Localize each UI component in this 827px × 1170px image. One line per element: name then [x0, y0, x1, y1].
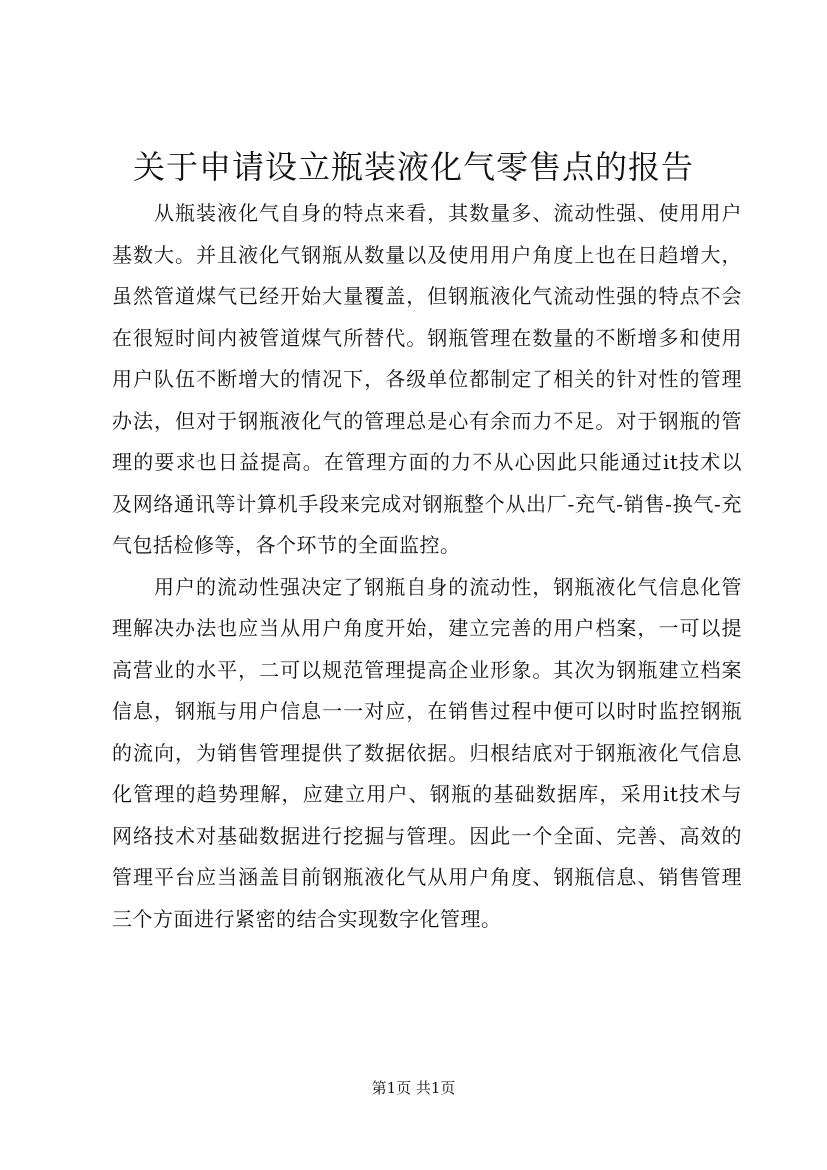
paragraph: 从瓶装液化气自身的特点来看，其数量多、流动性强、使用用户基数大。并且液化气钢瓶从数量以及使用用户角度上也在日趋增大，虽然管道煤气已经开始大量覆盖，但钢瓶液化气流动性强的特点不会在很短时间内被管道煤气所替代。钢瓶管理在数量的不断增多和使用用户队伍不断增大的情况下，各级单位都制定了相关的针对性的管理办法，但对于钢瓶液化气的管理总是心有余而力不足。对于钢瓶的管理的要求也日益提高。在管理方面的力不从心因此只能通过it技术以及网络通讯等计算机手段来完成对钢瓶整个从出厂-充气-销售-换气-充气包括检修等，各个环节的全面监控。 [112, 201, 742, 557]
document-body [112, 193, 742, 940]
page-footer: 第1页 共1页 [371, 1079, 456, 1097]
document-title: 关于申请设立瓶装液化气零售点的报告 [132, 148, 694, 186]
paragraph: 用户的流动性强决定了钢瓶自身的流动性，钢瓶液化气信息化管理解决办法也应当从用户角度开始，建立完善的用户档案，一可以提高营业的水平，二可以规范管理提高企业形象。其次为钢瓶建立档案信息，钢瓶与用户信息一一对应，在销售过程中便可以时时监控钢瓶的流向，为销售管理提供了数据依据。归根结底对于钢瓶液化气信息化管理的趋势理解，应建立用户、钢瓶的基础数据库，采用it技术与网络技术对基础数据进行挖掘与管理。因此一个全面、完善、高效的管理平台应当涵盖目前钢瓶液化气从用户角度、钢瓶信息、销售管理三个方面进行紧密的结合实现数字化管理。 [112, 574, 742, 931]
